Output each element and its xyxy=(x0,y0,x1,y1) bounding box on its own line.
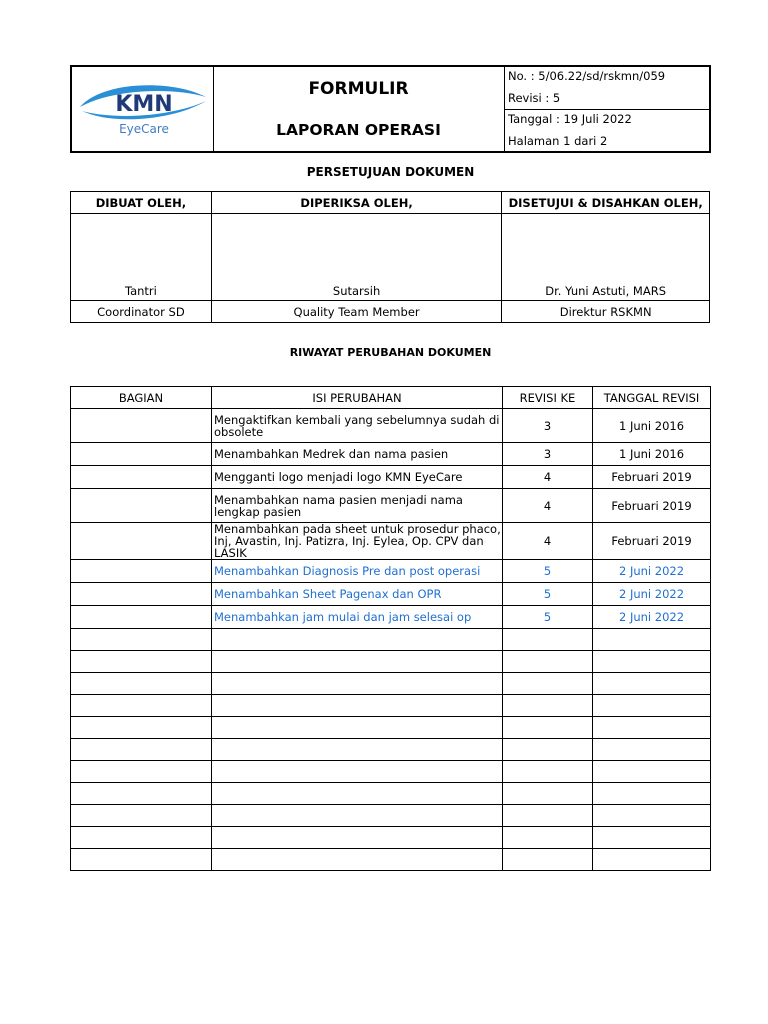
history-isi-cell: Menambahkan Sheet Pagenax dan OPR xyxy=(212,583,503,606)
title-cell xyxy=(213,67,505,151)
history-empty-cell xyxy=(593,629,711,651)
history-revisi-cell: 3 xyxy=(503,443,593,466)
history-tanggal-cell: 1 Juni 2016 xyxy=(593,409,711,443)
history-tanggal-cell: Februari 2019 xyxy=(593,523,711,560)
logo-cell xyxy=(72,67,214,151)
approval-col-header: DIPERIKSA OLEH, xyxy=(211,192,501,214)
history-empty-cell xyxy=(71,739,212,761)
history-row xyxy=(71,560,711,583)
history-empty-cell xyxy=(71,849,212,871)
logo-subtext: EyeCare xyxy=(119,122,169,136)
signer-name: Sutarsih xyxy=(211,214,501,301)
history-bagian-cell xyxy=(71,466,212,489)
history-blank-row xyxy=(71,761,711,783)
signer-role: Quality Team Member xyxy=(211,301,501,323)
history-blank-row xyxy=(71,827,711,849)
history-tanggal-cell: 2 Juni 2022 xyxy=(593,583,711,606)
history-tanggal-cell: 2 Juni 2022 xyxy=(593,606,711,629)
history-row xyxy=(71,443,711,466)
history-isi-cell: Mengaktifkan kembali yang sebelumnya sudah di obsolete xyxy=(212,409,503,443)
history-empty-cell xyxy=(593,651,711,673)
history-empty-cell xyxy=(212,739,503,761)
history-empty-cell xyxy=(212,849,503,871)
doc-number: No. : 5/06.22/sd/rskmn/059 xyxy=(508,69,666,83)
history-empty-cell xyxy=(503,629,593,651)
history-empty-cell xyxy=(212,651,503,673)
approval-header-row xyxy=(71,192,710,214)
history-empty-cell xyxy=(593,783,711,805)
history-isi-cell: Menambahkan Medrek dan nama pasien xyxy=(212,443,503,466)
history-empty-cell xyxy=(503,761,593,783)
approval-col-header: DISETUJUI & DISAHKAN OLEH, xyxy=(502,192,710,214)
history-row xyxy=(71,606,711,629)
history-empty-cell xyxy=(503,849,593,871)
approval-title: PERSETUJUAN DOKUMEN xyxy=(306,165,475,179)
history-empty-cell xyxy=(593,827,711,849)
history-isi-cell: Menambahkan nama pasien menjadi nama lengkap pasien xyxy=(212,489,503,523)
history-empty-cell xyxy=(503,695,593,717)
history-empty-cell xyxy=(593,739,711,761)
history-bagian-cell xyxy=(71,443,212,466)
history-isi-cell: Menambahkan jam mulai dan jam selesai op xyxy=(212,606,503,629)
form-label: FORMULIR xyxy=(308,79,409,99)
form-name: LAPORAN OPERASI xyxy=(276,121,441,139)
history-isi-cell: Mengganti logo menjadi logo KMN EyeCare xyxy=(212,466,503,489)
history-empty-cell xyxy=(212,805,503,827)
history-empty-cell xyxy=(71,805,212,827)
history-isi-cell: Menambahkan Diagnosis Pre dan post operasi xyxy=(212,560,503,583)
history-revisi-cell: 5 xyxy=(503,560,593,583)
info-cell xyxy=(505,67,709,151)
document-header xyxy=(70,65,711,153)
history-header-row xyxy=(71,387,711,409)
signer-name: Tantri xyxy=(71,214,212,301)
signer-role: Coordinator SD xyxy=(71,301,212,323)
history-empty-cell xyxy=(212,783,503,805)
history-blank-row xyxy=(71,651,711,673)
history-title: RIWAYAT PERUBAHAN DOKUMEN xyxy=(289,346,492,359)
history-row xyxy=(71,583,711,606)
history-blank-row xyxy=(71,717,711,739)
signer-role: Direktur RSKMN xyxy=(502,301,710,323)
history-blank-row xyxy=(71,783,711,805)
history-blank-row xyxy=(71,629,711,651)
history-tanggal-cell: Februari 2019 xyxy=(593,466,711,489)
history-empty-cell xyxy=(593,761,711,783)
history-revisi-cell: 4 xyxy=(503,489,593,523)
history-empty-cell xyxy=(503,783,593,805)
history-empty-cell xyxy=(503,651,593,673)
history-revisi-cell: 5 xyxy=(503,583,593,606)
history-empty-cell xyxy=(212,695,503,717)
history-row xyxy=(71,466,711,489)
history-bagian-cell xyxy=(71,583,212,606)
approval-col-header: DIBUAT OLEH, xyxy=(71,192,212,214)
history-revisi-cell: 5 xyxy=(503,606,593,629)
history-empty-cell xyxy=(212,717,503,739)
history-empty-cell xyxy=(212,629,503,651)
history-bagian-cell xyxy=(71,489,212,523)
history-revisi-cell: 4 xyxy=(503,466,593,489)
history-blank-row xyxy=(71,739,711,761)
history-empty-cell xyxy=(503,805,593,827)
history-row xyxy=(71,409,711,443)
history-empty-cell xyxy=(593,673,711,695)
history-bagian-cell xyxy=(71,523,212,560)
history-empty-cell xyxy=(212,827,503,849)
history-row xyxy=(71,523,711,560)
history-empty-cell xyxy=(503,717,593,739)
history-empty-cell xyxy=(503,739,593,761)
history-col-header: BAGIAN xyxy=(71,387,212,409)
approval-signature-row xyxy=(71,214,710,301)
logo-text: KMN xyxy=(115,92,173,117)
history-revisi-cell: 3 xyxy=(503,409,593,443)
history-empty-cell xyxy=(71,761,212,783)
kmn-eyecare-logo xyxy=(72,67,213,151)
approval-table xyxy=(70,191,710,323)
history-empty-cell xyxy=(503,827,593,849)
history-empty-cell xyxy=(593,695,711,717)
history-revisi-cell: 4 xyxy=(503,523,593,560)
history-bagian-cell xyxy=(71,409,212,443)
history-blank-row xyxy=(71,805,711,827)
history-empty-cell xyxy=(71,717,212,739)
history-isi-cell: Menambahkan pada sheet untuk prosedur phaco, Inj, Avastin, Inj. Patizra, Inj. Eylea, Op. CPV dan LASIK xyxy=(212,523,503,560)
history-bagian-cell xyxy=(71,560,212,583)
history-empty-cell xyxy=(71,695,212,717)
history-empty-cell xyxy=(71,827,212,849)
history-empty-cell xyxy=(71,673,212,695)
history-col-header: ISI PERUBAHAN xyxy=(212,387,503,409)
history-col-header: TANGGAL REVISI xyxy=(593,387,711,409)
history-blank-row xyxy=(71,673,711,695)
history-tanggal-cell: 1 Juni 2016 xyxy=(593,443,711,466)
history-blank-row xyxy=(71,695,711,717)
history-empty-cell xyxy=(212,673,503,695)
history-empty-cell xyxy=(503,673,593,695)
history-tanggal-cell: 2 Juni 2022 xyxy=(593,560,711,583)
history-empty-cell xyxy=(71,651,212,673)
page-count: Halaman 1 dari 2 xyxy=(508,134,608,148)
history-empty-cell xyxy=(593,805,711,827)
revision-number: Revisi : 5 xyxy=(508,91,561,105)
history-empty-cell xyxy=(593,717,711,739)
history-empty-cell xyxy=(593,849,711,871)
history-col-header: REVISI KE xyxy=(503,387,593,409)
history-bagian-cell xyxy=(71,606,212,629)
signer-name: Dr. Yuni Astuti, MARS xyxy=(502,214,710,301)
history-empty-cell xyxy=(71,783,212,805)
revision-history-table xyxy=(70,386,711,871)
history-empty-cell xyxy=(71,629,212,651)
approval-role-row xyxy=(71,301,710,323)
history-tanggal-cell: Februari 2019 xyxy=(593,489,711,523)
issue-date: Tanggal : 19 Juli 2022 xyxy=(508,112,632,126)
history-row xyxy=(71,489,711,523)
history-empty-cell xyxy=(212,761,503,783)
history-blank-row xyxy=(71,849,711,871)
